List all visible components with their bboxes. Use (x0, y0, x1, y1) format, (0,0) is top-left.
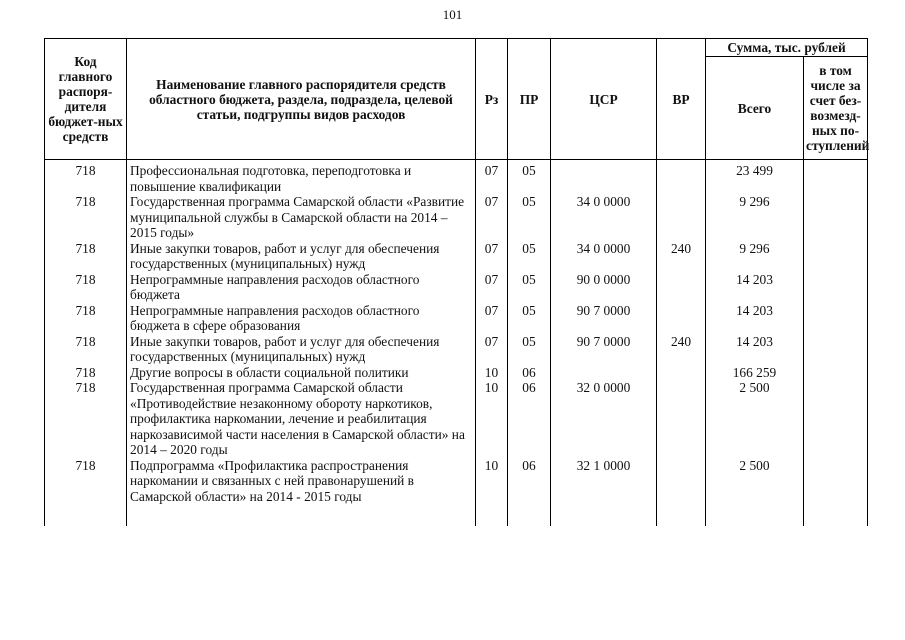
cell-name: Иные закупки товаров, работ и услуг для обеспечения государственных (муниципальных) нужд (127, 241, 476, 272)
cell-kod: 718 (45, 272, 127, 303)
table-row (45, 365, 868, 381)
cell-pr: 05 (508, 194, 551, 241)
header-pr: ПР (508, 39, 551, 160)
cell-pr: 06 (508, 365, 551, 381)
cell-rz: 10 (476, 365, 508, 381)
cell-name: Непрограммные направления расходов областного бюджета (127, 272, 476, 303)
table-row (45, 303, 868, 334)
cell-name: Другие вопросы в области социальной политики (127, 365, 476, 381)
header-kod: Код главного распоря-дителя бюджет-ных средств (45, 39, 127, 160)
cell-pr: 05 (508, 272, 551, 303)
cell-vr: 240 (657, 241, 706, 272)
cell-vr (657, 458, 706, 505)
cell-kod: 718 (45, 303, 127, 334)
cell-vr (657, 194, 706, 241)
cell-vr (657, 163, 706, 194)
cell-name: Иные закупки товаров, работ и услуг для обеспечения государственных (муниципальных) нужд (127, 334, 476, 365)
cell-kod: 718 (45, 194, 127, 241)
cell-name: Подпрограмма «Профилактика распространения наркомании и связанных с ней правонарушений в Самарской области» на 2014 - 2015 годы (127, 458, 476, 505)
table-row (45, 272, 868, 303)
cell-bezvozm (804, 163, 868, 194)
cell-kod: 718 (45, 334, 127, 365)
cell-rz: 10 (476, 458, 508, 505)
cell-vsego: 23 499 (706, 163, 804, 194)
cell-vsego: 2 500 (706, 380, 804, 458)
cell-name: Государственная программа Самарской области «Противодействие незаконному обороту наркотиков, профилактика наркомании, лечение и реабилитация наркозависимой части населения в Самарской области» на 2014 – 2020 годы (127, 380, 476, 458)
cell-vsego: 14 203 (706, 272, 804, 303)
cell-rz: 07 (476, 241, 508, 272)
cell-bezvozm (804, 365, 868, 381)
cell-bezvozm (804, 458, 868, 505)
cell-bezvozm (804, 380, 868, 458)
cell-name: Непрограммные направления расходов областного бюджета в сфере образования (127, 303, 476, 334)
table-row (45, 241, 868, 272)
cell-pr: 05 (508, 241, 551, 272)
table-row (45, 458, 868, 505)
cell-vr (657, 272, 706, 303)
table-row (45, 194, 868, 241)
header-name: Наименование главного распорядителя средств областного бюджета, раздела, подраздела, целевой статьи, подгруппы видов расходов (127, 39, 476, 160)
cell-vr (657, 365, 706, 381)
cell-vsego: 166 259 (706, 365, 804, 381)
cell-csr: 34 0 0000 (551, 194, 657, 241)
header-rz: Рз (476, 39, 508, 160)
cell-pr: 05 (508, 303, 551, 334)
cell-kod: 718 (45, 365, 127, 381)
cell-csr (551, 365, 657, 381)
cell-bezvozm (804, 334, 868, 365)
table-row (45, 163, 868, 194)
cell-name: Государственная программа Самарской области «Развитие муниципальной службы в Самарской области на 2014 – 2015 годы» (127, 194, 476, 241)
cell-vr: 240 (657, 334, 706, 365)
cell-csr: 32 0 0000 (551, 380, 657, 458)
header-vsego: Всего (706, 57, 804, 160)
cell-vsego: 14 203 (706, 303, 804, 334)
cell-rz: 07 (476, 194, 508, 241)
cell-bezvozm (804, 303, 868, 334)
cell-rz: 07 (476, 272, 508, 303)
cell-pr: 06 (508, 380, 551, 458)
cell-csr: 90 0 0000 (551, 272, 657, 303)
cell-kod: 718 (45, 163, 127, 194)
cell-bezvozm (804, 272, 868, 303)
cell-pr: 06 (508, 458, 551, 505)
cell-pr: 05 (508, 163, 551, 194)
cell-kod: 718 (45, 241, 127, 272)
header-vr: ВР (657, 39, 706, 160)
table-row (45, 334, 868, 365)
cell-bezvozm (804, 241, 868, 272)
table-header (45, 39, 868, 160)
cell-kod: 718 (45, 380, 127, 458)
cell-kod: 718 (45, 458, 127, 505)
cell-rz: 07 (476, 334, 508, 365)
cell-csr: 90 7 0000 (551, 334, 657, 365)
cell-rz: 10 (476, 380, 508, 458)
cell-csr (551, 163, 657, 194)
cell-vsego: 14 203 (706, 334, 804, 365)
cell-csr: 90 7 0000 (551, 303, 657, 334)
cell-pr: 05 (508, 334, 551, 365)
cell-rz: 07 (476, 163, 508, 194)
cell-vsego: 9 296 (706, 241, 804, 272)
cell-csr: 32 1 0000 (551, 458, 657, 505)
header-summa: Сумма, тыс. рублей (706, 39, 868, 57)
cell-name: Профессиональная подготовка, переподготовка и повышение квалификации (127, 163, 476, 194)
cell-vsego: 2 500 (706, 458, 804, 505)
header-csr: ЦСР (551, 39, 657, 160)
page-number: 101 (442, 7, 463, 22)
budget-table (44, 38, 868, 526)
cell-vsego: 9 296 (706, 194, 804, 241)
cell-bezvozm (804, 194, 868, 241)
table-body (45, 160, 868, 527)
cell-vr (657, 380, 706, 458)
cell-vr (657, 303, 706, 334)
header-bezvozm: в том числе за счет без-возмезд-ных по-ступлений (804, 57, 868, 160)
table-row (45, 380, 868, 458)
cell-csr: 34 0 0000 (551, 241, 657, 272)
cell-rz: 07 (476, 303, 508, 334)
